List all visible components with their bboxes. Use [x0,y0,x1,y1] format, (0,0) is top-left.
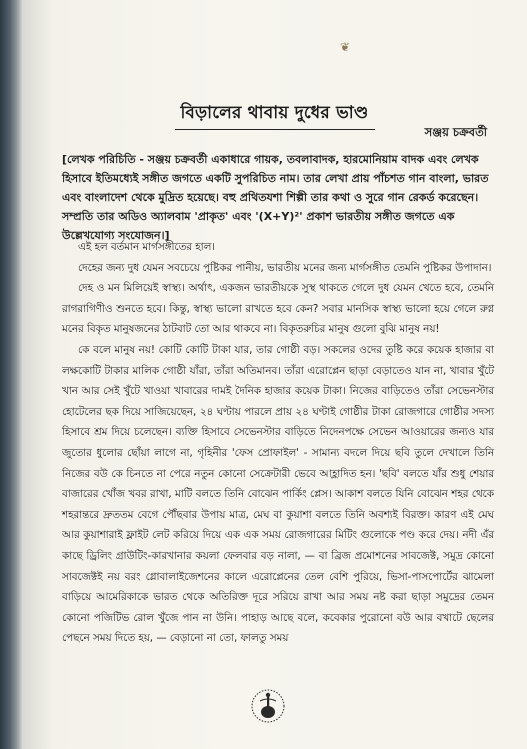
book-gutter [0,0,22,749]
article-title-text: বিড়ালের থাবায় দুধের ভাণ্ড [175,100,375,130]
veena-emblem-icon [248,686,288,726]
ornament-icon: ❦ [340,40,351,54]
article-body [62,237,494,649]
book-page [22,0,527,749]
paragraph: এই হল বর্তমান মার্গসঙ্গীতের হাল। [78,241,215,253]
author-introduction: [লেখক পরিচিতি - সঞ্জয় চক্রবর্তী একাধারে গায়ক, তবলাবাদক, হারমোনিয়াম বাদক এবং লেখক হিসাবে ইতিমধ্যেই সঙ্গীত জগতে একটি সুপরিচিত নাম। তার লেখা প্রায় পাঁচশত গান বাংলা, ভারত এবং বাংলাদেশ থেকে মুদ্রিত হয়েছে। বহু প্রথিতযশা শিল্পী তার কথা ও সুরে গান রেকর্ড করেছেন। সম্প্রতি তার অডিও অ্যালবাম 'প্রাকৃত' এবং '(X+Y)²' প্রকাশ ভারতীয় সঙ্গীত জগতে এক উল্লেখযোগ্য সংযোজন।] [62,153,489,242]
paragraph: দেহ ও মন মিলিয়েই স্বাস্থ্য। অর্থাৎ, একজন ভারতীয়কে সুস্থ থাকতে গেলে দুধ যেমন খেতে হবে, তেমনি রাগরাগিণীও শুনতে হবে। কিন্তু, স্বাস্থ্য ভালো রাখতে হবে কেন? সবার মানসিক স্বাস্থ্য ভালো হয়ে গেলে রুগ্ন মনের বিকৃত মানুষজনের ঠাটবাট তো আর থাকবে না। বিকৃতরুচির মানুষ গুলো বুঝি মানুষ নয়! [62,282,494,336]
paragraph: কে বলে মানুষ নয়! কোটি কোটি টাকা যার, তার গোষ্ঠী বড়। সকলের ওদের তুষ্টি করে কয়েক হাজার বা লক্ষকোটি টাকার মালিক গোষ্ঠী যাঁরা, তাঁরা অতিমানব। তাঁরা এরোপ্লেন ছাড়া বেড়াতেও যান না, খাবার খুঁটে খান আর সেই খুঁটে খাওয়া খাবারের দামই দৈনিক হাজার কয়েক টাকা। নিজের বাড়িতেও তাঁরা সেভেনস্টার হোটেলের ছক দিয়ে সাজিয়েছেন, ২৪ ঘণ্টায় পারলে প্রায় ২৪ ঘণ্টাই গোষ্ঠীর টাকা রোজগারে গোষ্ঠীর সদস্য হিসাবে শ্রম দিয়ে চলেছেন। ব্যক্তি হিসাবে সেভেনস্টার বাড়িতে নিদেনপক্ষে সেভেন আওয়ারের জন্যও যার জুতোর ধুলোর ছোঁয়া লাগে না, গৃহিনীর 'ফেস প্রোফাইল' - সামান্য বদলে দিয়ে ছবি তুলে দেখালে তিনি নিজের বউ কে চিনতে না পেরে নতুন কোনো সেক্রেটারী ভেবে আহ্লাদিত হন। 'ছবি' বলতে যাঁর শুধু শেয়ার বাজারের খোঁজ খবর রাখা, মাটি বলতে তিনি বোঝেন পার্কিং প্লেস। আকাশ বলতে যিনি বোঝেন শহর থেকে শহরান্তরে দ্রুততম বেগে পৌঁছবার উপায় মাত্র, মেঘ বা কুয়াশা বলতে তিনি অবশ্যই বিরক্ত। কারণ এই মেঘ আর কুয়াশারাই ফ্লাইট লেট করিয়ে দিয়ে এক এক সময় রোজগারের মিটিং গুলোকে পণ্ড করে দেয়। নদী এঁর কাছে ড্রিলিং গ্রাউটিং-কারখানার কয়লা ফেলবার বড় নালা, — বা ব্রিজ প্রমোশনের সাবজেক্ট, সমুদ্র কোনো সাবজেক্টই নয় বরং গ্লোবালাইজেশনের কালে এরোপ্লেনের তেল বেশি পুরিয়ে, ভিসা-পাসপোর্টের ঝামেলা বাড়িয়ে আমেরিকাকে ভারত থেকে অতিরিক্ত দূরে সরিয়ে রাখা আর সময় নষ্ট করা ছাড়া সমুদ্রের তেমন কোনো পজিটিভ রোল খুঁজে পান না উনি। পাহাড় আছে বলে, কবেকার পুরোনো বউ আর বখাটে ছেলের পেছনে সময় দিতে হয়, — বেড়ানো না তো, ফালতু সময় [62,343,494,645]
paragraph: দেহের জন্য দুধ যেমন সবচেয়ে পুষ্টিকর পানীয়, ভারতীয় মনের জন্য মার্গসঙ্গীত তেমনি পুষ্টিকর উপাদান। [78,261,492,274]
author-name: সঞ্জয় চক্রবর্তী [424,125,487,139]
